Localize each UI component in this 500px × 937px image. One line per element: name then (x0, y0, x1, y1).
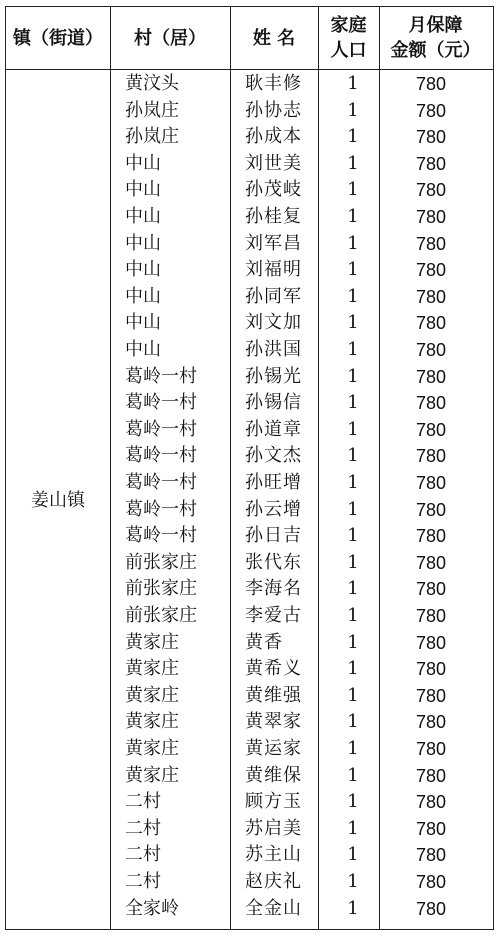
village-cell: 全家岭 (125, 897, 179, 919)
name-cell: 孙锡信 (245, 392, 302, 414)
table-row (6, 98, 493, 125)
household-size-cell: 1 (347, 99, 359, 121)
table-row (6, 443, 493, 470)
amount-cell: 780 (415, 526, 447, 547)
village-cell: 黄家庄 (125, 684, 179, 706)
household-size-cell: 1 (347, 392, 359, 414)
table-row (6, 204, 493, 231)
amount-cell: 780 (415, 340, 447, 360)
household-size-cell: 1 (347, 73, 359, 94)
name-cell: 顾方玉 (245, 791, 302, 813)
amount-cell: 780 (415, 712, 447, 733)
header-monthly-amount: 月保障 金额（元） (390, 15, 481, 61)
household-size-cell: 1 (347, 578, 359, 600)
village-cell: 黄家庄 (125, 738, 179, 759)
table-row (6, 656, 493, 683)
table-row (6, 789, 493, 816)
village-cell: 中山 (125, 152, 161, 174)
name-cell: 耿丰修 (245, 73, 302, 94)
name-cell: 孙茂岐 (245, 179, 302, 201)
amount-cell: 780 (415, 632, 447, 653)
household-size-cell: 1 (347, 605, 359, 626)
village-cell: 前张家庄 (125, 578, 197, 600)
village-cell: 前张家庄 (125, 605, 197, 626)
household-size-cell: 1 (347, 871, 359, 892)
header-town: 镇（街道） (13, 27, 103, 49)
amount-cell: 780 (415, 393, 447, 414)
amount-cell: 780 (415, 552, 447, 573)
assistance-table (5, 6, 494, 930)
household-size-cell: 1 (347, 498, 359, 520)
village-cell: 中山 (125, 339, 161, 360)
amount-cell: 780 (415, 898, 447, 919)
village-cell: 二村 (125, 844, 161, 866)
household-size-cell: 1 (347, 418, 359, 440)
village-cell: 中山 (125, 232, 161, 254)
village-cell: 葛岭一村 (125, 445, 197, 467)
name-cell: 黄香 (245, 631, 283, 653)
village-cell: 黄家庄 (125, 764, 179, 786)
table-row (6, 470, 493, 497)
amount-cell: 780 (415, 845, 447, 866)
header-household-size: 家庭 人口 (330, 15, 367, 61)
amount-cell: 780 (415, 739, 447, 759)
table-row (6, 550, 493, 577)
household-size-cell: 1 (347, 445, 359, 467)
name-cell: 孙云增 (245, 498, 302, 520)
household-size-cell: 1 (347, 285, 359, 307)
village-cell: 中山 (125, 259, 161, 281)
amount-cell: 780 (415, 446, 447, 467)
amount-cell: 780 (415, 233, 447, 254)
amount-cell: 780 (415, 207, 447, 227)
table-row (6, 71, 493, 98)
household-size-cell: 1 (347, 179, 359, 201)
household-size-cell: 1 (347, 312, 359, 334)
table-row (6, 231, 493, 258)
household-size-cell: 1 (347, 339, 359, 360)
name-cell: 黄维保 (245, 764, 302, 786)
household-size-cell: 1 (347, 684, 359, 706)
name-cell: 刘文加 (245, 312, 302, 334)
amount-cell: 780 (415, 579, 447, 600)
household-size-cell: 1 (347, 817, 359, 839)
name-cell: 孙洪国 (245, 339, 302, 360)
household-size-cell: 1 (347, 126, 359, 148)
table-row (6, 683, 493, 710)
village-cell: 孙岚庄 (125, 126, 179, 148)
table-row (6, 177, 493, 204)
table-row (6, 257, 493, 284)
name-cell: 孙协志 (245, 99, 302, 121)
household-size-cell: 1 (347, 232, 359, 254)
amount-cell: 780 (415, 872, 447, 892)
amount-cell: 780 (415, 153, 447, 174)
village-cell: 葛岭一村 (125, 418, 197, 440)
village-cell: 葛岭一村 (125, 498, 197, 520)
name-cell: 赵庆礼 (245, 871, 302, 892)
amount-cell: 780 (415, 792, 447, 813)
table-row (6, 497, 493, 524)
amount-cell: 780 (415, 180, 447, 201)
name-cell: 苏主山 (245, 844, 302, 866)
table-row (6, 390, 493, 417)
village-cell: 黄家庄 (125, 658, 179, 680)
amount-cell: 780 (415, 127, 447, 148)
name-cell: 孙锡光 (245, 365, 302, 387)
table-row (6, 576, 493, 603)
table-row (6, 284, 493, 311)
village-cell: 二村 (125, 871, 161, 892)
household-size-cell: 1 (347, 551, 359, 573)
amount-cell: 780 (415, 74, 447, 94)
table-row (6, 417, 493, 444)
amount-cell: 780 (415, 818, 447, 839)
household-size-cell: 1 (347, 152, 359, 174)
amount-cell: 780 (415, 659, 447, 680)
household-size-cell: 1 (347, 631, 359, 653)
table-row (6, 709, 493, 736)
village-cell: 中山 (125, 312, 161, 334)
table-row (6, 364, 493, 391)
header-village: 村（居） (134, 27, 206, 49)
table-row (6, 869, 493, 896)
name-cell: 刘福明 (245, 259, 302, 281)
amount-cell: 780 (415, 286, 447, 307)
name-cell: 黄维强 (245, 684, 302, 706)
name-cell: 刘世美 (245, 152, 302, 174)
name-cell: 孙文杰 (245, 445, 302, 467)
village-cell: 葛岭一村 (125, 365, 197, 387)
table-row (6, 337, 493, 364)
table-row (6, 603, 493, 630)
table-row (6, 310, 493, 337)
village-cell: 黄汶头 (125, 73, 179, 94)
amount-cell: 780 (415, 313, 447, 334)
table-row (6, 896, 493, 923)
name-cell: 黄运家 (245, 738, 302, 759)
village-cell: 中山 (125, 285, 161, 307)
table-row (6, 630, 493, 657)
village-cell: 中山 (125, 206, 161, 227)
amount-cell: 780 (415, 419, 447, 440)
household-size-cell: 1 (347, 472, 359, 493)
table-row (6, 736, 493, 763)
amount-cell: 780 (415, 100, 447, 121)
town-cell: 姜山镇 (31, 490, 85, 511)
name-cell: 黄希义 (245, 658, 302, 680)
household-size-cell: 1 (347, 206, 359, 227)
table-row (6, 124, 493, 151)
name-cell: 苏启美 (245, 817, 302, 839)
amount-cell: 780 (415, 685, 447, 706)
village-cell: 二村 (125, 817, 161, 839)
village-cell: 中山 (125, 179, 161, 201)
table-row (6, 816, 493, 843)
amount-cell: 780 (415, 260, 447, 281)
amount-cell: 780 (415, 366, 447, 387)
household-size-cell: 1 (347, 259, 359, 281)
household-size-cell: 1 (347, 844, 359, 866)
household-size-cell: 1 (347, 791, 359, 813)
name-cell: 孙日吉 (245, 525, 302, 547)
name-cell: 刘军昌 (245, 232, 302, 254)
village-cell: 黄家庄 (125, 631, 179, 653)
household-size-cell: 1 (347, 525, 359, 547)
village-cell: 黄家庄 (125, 711, 179, 733)
village-cell: 葛岭一村 (125, 392, 197, 414)
name-cell: 张代东 (245, 551, 302, 573)
amount-cell: 780 (415, 473, 447, 493)
amount-cell: 780 (415, 606, 447, 626)
village-cell: 葛岭一村 (125, 525, 197, 547)
household-size-cell: 1 (347, 365, 359, 387)
household-size-cell: 1 (347, 658, 359, 680)
table-row (6, 523, 493, 550)
household-size-cell: 1 (347, 711, 359, 733)
amount-cell: 780 (415, 499, 447, 520)
village-cell: 孙岚庄 (125, 99, 179, 121)
name-cell: 全金山 (245, 897, 302, 919)
name-cell: 李爱古 (245, 605, 302, 626)
household-size-cell: 1 (347, 897, 359, 919)
name-cell: 李海名 (245, 578, 302, 600)
table-row (6, 763, 493, 790)
name-cell: 孙成本 (245, 126, 302, 148)
household-size-cell: 1 (347, 764, 359, 786)
name-cell: 黄翠家 (245, 711, 302, 733)
table-row (6, 151, 493, 178)
table-row (6, 842, 493, 869)
name-cell: 孙同军 (245, 285, 302, 307)
household-size-cell: 1 (347, 738, 359, 759)
village-cell: 二村 (125, 791, 161, 813)
header-name: 姓 名 (252, 27, 296, 49)
name-cell: 孙道章 (245, 418, 302, 440)
name-cell: 孙旺增 (245, 472, 302, 493)
village-cell: 葛岭一村 (125, 472, 197, 493)
amount-cell: 780 (415, 765, 447, 786)
village-cell: 前张家庄 (125, 551, 197, 573)
name-cell: 孙桂复 (245, 206, 302, 227)
